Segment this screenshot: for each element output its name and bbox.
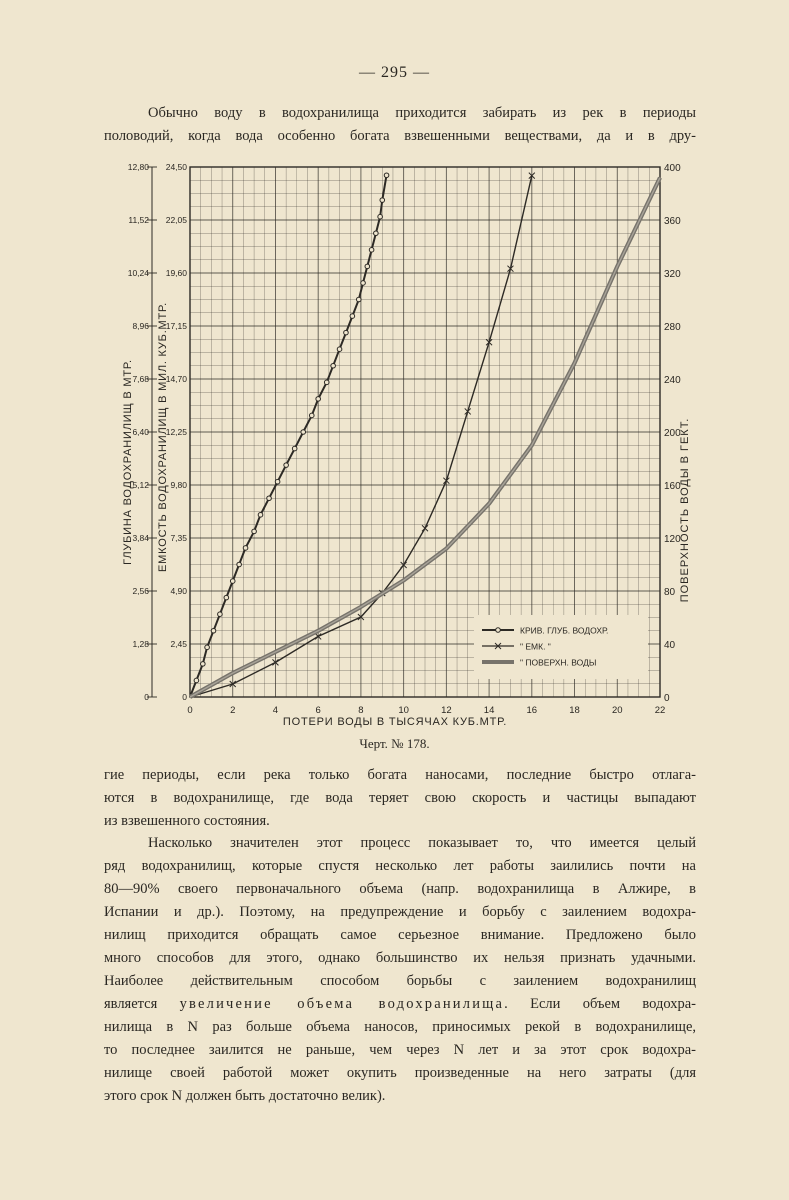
chart-figure [0, 150, 789, 755]
capacity-tick-label: 9,80 [170, 480, 187, 490]
depth-curve-point [267, 496, 272, 501]
capacity-tick-label: 17,15 [165, 321, 187, 331]
text-line: этого срок N должен быть достаточно велик). [104, 1088, 386, 1104]
capacity-axis-title: ЕМКОСТЬ ВОДОХРАНИЛИЩ В МИЛ. КУБ.МТР. [157, 302, 169, 572]
x-tick-label: 18 [569, 705, 580, 716]
surface-tick-label: 360 [664, 216, 681, 227]
text-line: нилищ приходится обращать самое серьезное внимание. Предложено было [104, 927, 696, 943]
depth-curve-point [218, 612, 223, 617]
text-fragment: является [104, 996, 158, 1012]
legend-capacity-label: " ЕМК. " [520, 641, 551, 652]
depth-tick-label: 5,12 [132, 480, 149, 490]
depth-curve-point [284, 463, 289, 468]
text-line: из взвешенного состояния. [104, 813, 270, 829]
depth-curve-point [237, 562, 242, 567]
text-line: Насколько значителен этот процесс показывает то, что имеется целый [148, 835, 696, 851]
text-line: 80—90% своего первоначального объема (напр. водохранилища в Алжире, в [104, 881, 696, 897]
capacity-tick-label: 24,50 [165, 162, 187, 172]
depth-curve-point [201, 662, 206, 667]
depth-curve-point [292, 446, 297, 451]
depth-curve-point [374, 231, 379, 236]
text-line: нилище своей работой может окупить произведенные на него затраты (для [104, 1065, 696, 1081]
depth-curve-point [356, 297, 361, 302]
surface-tick-label: 400 [664, 163, 681, 174]
depth-axis-title: ГЛУБИНА ВОДОХРАНИЛИЩ В МТР. [122, 359, 134, 565]
depth-curve-point [344, 330, 349, 335]
surface-tick-label: 200 [664, 428, 681, 439]
x-tick-label: 4 [272, 705, 279, 716]
depth-tick-label: 3,84 [132, 533, 149, 543]
chart-svg [0, 150, 789, 755]
capacity-tick-label: 4,90 [170, 586, 187, 596]
depth-curve-point [309, 413, 314, 418]
main-paragraph [104, 832, 696, 1108]
text-line: Наиболее действительным способом борьбы с заилением водохранилищ [104, 973, 696, 989]
text-line [104, 993, 696, 1016]
capacity-tick-label: 12,25 [165, 427, 187, 437]
depth-curve-point [350, 314, 355, 319]
capacity-tick-label: 0 [182, 692, 187, 702]
text-line: много способов для этого, однако большинство их нельзя признать удачными. [104, 950, 696, 966]
x-tick-label: 6 [315, 705, 321, 716]
x-tick-label: 20 [611, 705, 623, 716]
surface-tick-label: 160 [664, 481, 681, 492]
depth-curve-point [361, 281, 366, 286]
depth-curve-point [384, 173, 389, 178]
depth-curve-point [301, 430, 306, 435]
surface-tick-label: 120 [664, 534, 681, 545]
depth-curve-point [211, 628, 216, 633]
depth-tick-label: 11,52 [128, 215, 149, 225]
depth-curve-point [230, 579, 235, 584]
depth-curve-point [258, 513, 263, 518]
x-tick-label: 22 [654, 705, 666, 716]
text-line: Испании и др.). Поэтому, на предупреждение и борьбу с заилением водохра- [104, 904, 696, 920]
page-number: — 295 — [359, 64, 430, 81]
text-fragment: . Если объем водохра- [504, 996, 697, 1012]
depth-curve-point [316, 397, 321, 402]
depth-curve-point [331, 363, 336, 368]
surface-tick-label: 280 [664, 322, 681, 333]
intro-paragraph [104, 102, 696, 148]
capacity-tick-label: 22,05 [165, 215, 187, 225]
depth-curve-point [252, 529, 257, 534]
depth-curve-point [275, 479, 280, 484]
depth-curve-point [224, 595, 229, 600]
x-tick-label: 16 [526, 705, 538, 716]
depth-tick-label: 10,24 [127, 268, 149, 278]
text-line: гие периоды, если река только богата наносами, последние быстро отлага- [104, 767, 696, 783]
x-tick-label: 2 [230, 705, 236, 716]
legend-surface-label: " ПОВЕРХН. ВОДЫ [520, 657, 597, 668]
x-axis-title: ПОТЕРИ ВОДЫ В ТЫСЯЧАХ КУБ.МТР. [282, 716, 508, 728]
x-tick-label: 8 [358, 705, 364, 716]
legend-depth-label: КРИВ. ГЛУБ. ВОДОХР. [520, 625, 609, 636]
surface-tick-label: 80 [664, 587, 676, 598]
depth-curve-point [369, 248, 374, 253]
depth-curve-point [337, 347, 342, 352]
depth-curve-point [378, 214, 383, 219]
legend-depth-marker [496, 628, 501, 633]
capacity-tick-label: 14,70 [165, 374, 187, 384]
depth-curve-point [194, 678, 199, 683]
text-line: ются в водохранилище, где вода теряет свою скорость и частицы выпадают [104, 790, 696, 806]
surface-tick-label: 40 [664, 640, 676, 651]
text-line: нилища в N раз больше объема наносов, приносимых рекой в водохранилище, [104, 1019, 696, 1035]
depth-tick-label: 0 [144, 692, 149, 702]
text-line: то последнее заилится не раньше, чем через N лет и за этот срок водохра- [104, 1042, 696, 1058]
text-line: половодий, когда вода особенно богата взвешенными веществами, да и в дру- [104, 128, 696, 144]
x-tick-label: 14 [483, 705, 495, 716]
depth-curve-point [243, 546, 248, 551]
depth-curve-point [324, 380, 329, 385]
surface-axis-title: ПОВЕРХНОСТЬ ВОДЫ В ГЕКТ. [679, 417, 691, 603]
depth-tick-label: 2,56 [132, 586, 149, 596]
capacity-tick-label: 19,60 [165, 268, 187, 278]
depth-tick-label: 8,96 [132, 321, 149, 331]
depth-curve-point [365, 264, 370, 269]
surface-tick-label: 0 [664, 693, 670, 704]
surface-tick-label: 320 [664, 269, 681, 280]
depth-tick-label: 6,40 [132, 427, 149, 437]
depth-tick-label: 12,80 [127, 162, 149, 172]
continuation-paragraph [104, 764, 696, 833]
surface-tick-label: 240 [664, 375, 681, 386]
figure-caption: Черт. № 178. [359, 736, 430, 751]
depth-curve-point [205, 645, 210, 650]
x-tick-label: 10 [398, 705, 409, 716]
capacity-tick-label: 2,45 [170, 639, 187, 649]
x-tick-label: 12 [441, 705, 452, 716]
emphasized-phrase: увеличение объема водохранилища [179, 996, 505, 1012]
x-tick-label: 0 [187, 705, 193, 716]
depth-curve-point [380, 198, 385, 203]
depth-tick-label: 7,68 [132, 374, 149, 384]
capacity-tick-label: 7,35 [170, 533, 187, 543]
depth-tick-label: 1,28 [132, 639, 149, 649]
text-line: ряд водохранилищ, которые спустя несколько лет работы заилились почти на [104, 858, 696, 874]
text-line: Обычно воду в водохранилища приходится забирать из рек в периоды [148, 105, 696, 121]
